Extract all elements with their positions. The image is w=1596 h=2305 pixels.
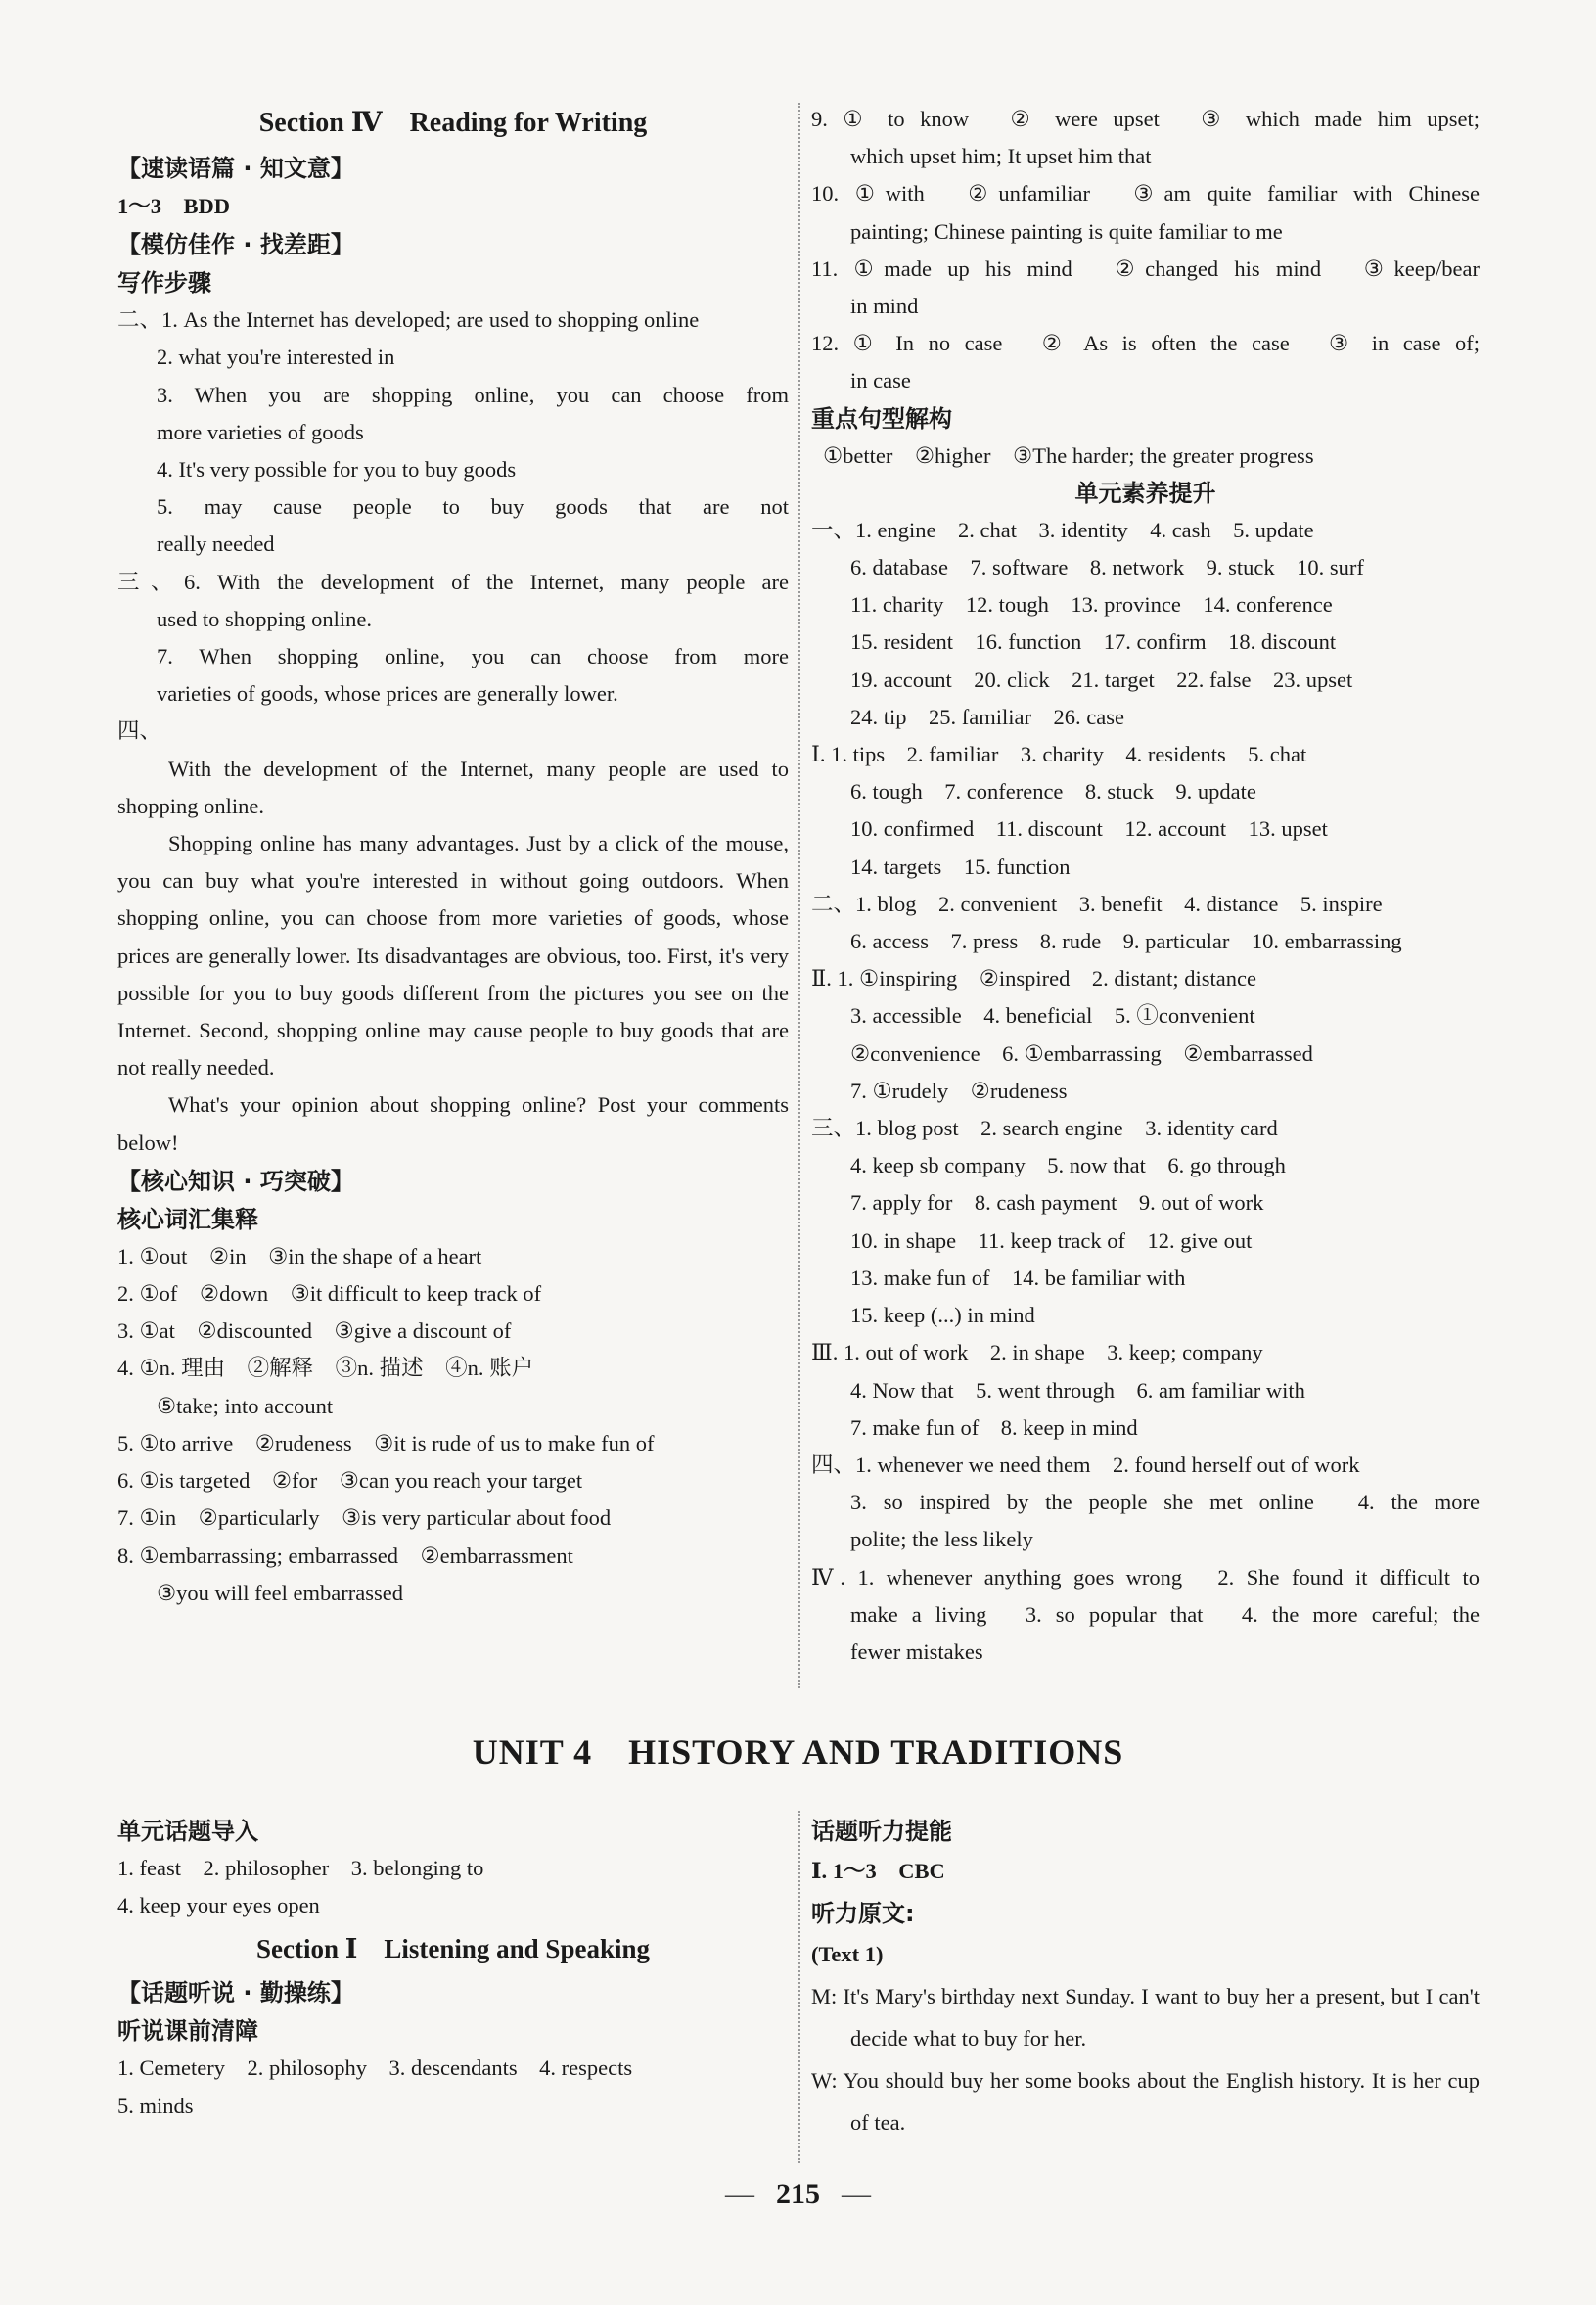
right-column	[811, 101, 1480, 1671]
vocab-line: 7. ①in ②particularly ③is very particular about food	[117, 1505, 612, 1531]
answer-line: 3. so inspired by the people she met online 4. the more	[850, 1490, 1480, 1515]
answer-line: 13. make fun of 14. be familiar with	[850, 1265, 1186, 1290]
sentence-label: 重点句型解构	[811, 404, 952, 433]
answer-line: in case	[850, 368, 911, 393]
page-dash: —	[842, 2178, 871, 2210]
vocab-line: 1. ①out ②in ③in the shape of a heart	[117, 1243, 482, 1268]
speed-read-answer: 1～3 BDD	[117, 194, 231, 218]
text-label: (Text 1)	[811, 1942, 884, 1966]
topic-intro-label: 单元话题导入	[117, 1818, 258, 1845]
answer-line: 3. accessible 4. beneficial 5. ①convenient	[850, 1003, 1255, 1029]
answer-line: 11. ①made up his mind ②changed his mind ③keep/bear	[811, 255, 1480, 281]
answer-line: 6. access 7. press 8. rude 9. particular 10. embarrassing	[850, 929, 1402, 954]
answer-line: 7. make fun of 8. keep in mind	[850, 1414, 1138, 1440]
preclear-label: 听说课前清障	[117, 2017, 258, 2046]
writing-step-line: 三、6. With the development of the Internet, many people are	[117, 569, 789, 594]
answer-line: 19. account 20. click 21. target 22. false 23. upset	[850, 667, 1353, 692]
answer-line: 11. charity 12. tough 13. province 14. conference	[850, 592, 1333, 618]
preclear-line: 1. Cemetery 2. philosophy 3. descendants 4. respects	[117, 2055, 633, 2081]
topic-line: 4. keep your eyes open	[117, 1893, 320, 1918]
preclear-line: 5. minds	[117, 2093, 194, 2118]
answer-line: 四、1. whenever we need them 2. found herself out of work	[811, 1452, 1360, 1477]
answer-line: 9. ① to know ② were upset ③ which made him upset;	[811, 107, 1480, 131]
writing-step-line: 四、	[117, 718, 162, 744]
essay-paragraph: What's your opinion about shopping online? Post your comments below!	[117, 1092, 789, 1155]
answer-line: Ⅰ. 1. tips 2. familiar 3. charity 4. residents 5. chat	[811, 742, 1307, 767]
speed-read-label: 【速读语篇 · 知文意】	[117, 155, 354, 182]
answer-line: 6. database 7. software 8. network 9. stuck 10. surf	[850, 555, 1364, 580]
column-divider	[798, 103, 800, 1688]
vocab-line: 2. ①of ②down ③it difficult to keep track of	[117, 1281, 542, 1307]
answer-line: 10. ①with ②unfamiliar ③am quite familiar with Chinese	[811, 181, 1480, 207]
answer-line: 15. keep (...) in mind	[850, 1303, 1035, 1328]
core-knowledge-label: 【核心知识 · 巧突破】	[117, 1167, 354, 1195]
writing-step-line: 4. It's very possible for you to buy goods	[157, 457, 517, 483]
writing-step-line: 3. When you are shopping online, you can choose from	[157, 382, 789, 407]
column-divider	[798, 1811, 800, 2163]
vocab-line: 6. ①is targeted ②for ③can you reach your target	[117, 1468, 583, 1494]
unit-improve-label: 单元素养提升	[1074, 479, 1216, 507]
sentence-answer: ①better ②higher ③The harder; the greater progress	[823, 442, 1314, 468]
answer-line: 15. resident 16. function 17. confirm 18. discount	[850, 629, 1337, 655]
writing-step-line: varieties of goods, whose prices are generally lower.	[157, 681, 618, 707]
writing-step-line: 7. When shopping online, you can choose from more	[157, 644, 789, 669]
writing-step-line: more varieties of goods	[157, 419, 364, 444]
dialog-line: M: It's Mary's birthday next Sunday. I want to buy her a present, but I can't decide what to buy for her.	[811, 1984, 1480, 2051]
page-dash: —	[725, 2178, 754, 2210]
writing-step-line: used to shopping online.	[157, 606, 372, 631]
listening-label: 话题听力提能	[811, 1818, 952, 1845]
vocab-label: 核心词汇集释	[117, 1205, 258, 1233]
practice-label: 【话题听说 · 勤操练】	[117, 1979, 354, 2007]
dialog-line: W: You should buy her some books about the English history. It is her cup of tea.	[811, 2068, 1480, 2135]
writing-step-line: 2. what you're interested in	[157, 345, 395, 370]
answer-line: 7. ①rudely ②rudeness	[850, 1078, 1068, 1103]
answer-line: 24. tip 25. familiar 26. case	[850, 704, 1124, 729]
answer-line: 三、1. blog post 2. search engine 3. identity card	[811, 1116, 1278, 1141]
page-number: 215	[776, 2178, 820, 2210]
vocab-line: ⑤take; into account	[157, 1393, 334, 1418]
section-title: Section Ⅰ Listening and Speaking	[256, 1934, 650, 1964]
answer-line: 二、1. blog 2. convenient 3. benefit 4. distance 5. inspire	[811, 891, 1383, 916]
left-column	[117, 98, 789, 1612]
answer-line: 7. apply for 8. cash payment 9. out of work	[850, 1190, 1264, 1216]
left-bottom-column	[117, 1813, 789, 2125]
answer-line: 14. targets 15. function	[850, 853, 1071, 879]
listening-answer: Ⅰ. 1～3 CBC	[811, 1859, 945, 1883]
topic-line: 1. feast 2. philosopher 3. belonging to	[117, 1856, 484, 1880]
vocab-line: 4. ①n. 理由 ②解释 ③n. 描述 ④n. 账户	[117, 1356, 534, 1381]
essay-paragraph: Shopping online has many advantages. Just by a click of the mouse, you can buy what you're interested in without going outdoors. When shopping online, you can choose from more varieties of goods, whose prices are generally lower. Its disadvantages are obvious, too. First, it's very possible for you to buy goods different from the pictures you see on the Internet. Second, shopping online may cause people to buy goods that are not really needed.	[117, 831, 789, 1081]
answer-line: 10. in shape 11. keep track of 12. give out	[850, 1227, 1253, 1253]
answer-line: 6. tough 7. conference 8. stuck 9. update	[850, 779, 1256, 805]
writing-step-line: 二、1. As the Internet has developed; are used to shopping online	[117, 307, 700, 333]
answer-line: fewer mistakes	[850, 1638, 983, 1664]
essay-paragraph: With the development of the Internet, many people are used to shopping online.	[117, 756, 789, 818]
answer-line: which upset him; It upset him that	[850, 144, 1152, 169]
writing-step-line: 5. may cause people to buy goods that are not	[157, 494, 789, 520]
vocab-line: ③you will feel embarrassed	[157, 1580, 403, 1605]
answer-line: in mind	[850, 294, 919, 319]
answer-line: 4. Now that 5. went through 6. am familiar with	[850, 1377, 1305, 1403]
page-number-footer	[0, 2178, 1596, 2211]
imitate-label: 【模仿佳作 · 找差距】	[117, 231, 354, 259]
answer-line: Ⅲ. 1. out of work 2. in shape 3. keep; company	[811, 1340, 1263, 1365]
script-label: 听力原文:	[811, 1900, 915, 1927]
writing-step-line: really needed	[157, 531, 275, 557]
answer-line: Ⅳ. 1. whenever anything goes wrong 2. She found it difficult to	[811, 1564, 1480, 1590]
answer-line: 一、1. engine 2. chat 3. identity 4. cash 5. update	[811, 517, 1314, 542]
answer-line: 10. confirmed 11. discount 12. account 13. upset	[850, 816, 1328, 842]
unit-title: UNIT 4 HISTORY AND TRADITIONS	[472, 1732, 1124, 1772]
answer-line: make a living 3. so popular that 4. the more careful; the	[850, 1601, 1480, 1627]
section-title: Section Ⅳ Reading for Writing	[258, 108, 648, 138]
vocab-line: 8. ①embarrassing; embarrassed ②embarrassment	[117, 1543, 573, 1568]
right-bottom-column	[811, 1813, 1480, 2144]
vocab-line: 5. ①to arrive ②rudeness ③it is rude of us to make fun of	[117, 1430, 655, 1455]
answer-line: 12. ① In no case ② As is often the case ③ in case of;	[811, 331, 1480, 356]
answer-line: Ⅱ. 1. ①inspiring ②inspired 2. distant; distance	[811, 966, 1256, 991]
answer-line: 4. keep sb company 5. now that 6. go through	[850, 1153, 1286, 1178]
writing-steps-label: 写作步骤	[117, 269, 211, 298]
answer-line: ②convenience 6. ①embarrassing ②embarrassed	[850, 1040, 1313, 1066]
vocab-line: 3. ①at ②discounted ③give a discount of	[117, 1318, 512, 1344]
answer-line: polite; the less likely	[850, 1527, 1033, 1552]
answer-line: painting; Chinese painting is quite familiar to me	[850, 218, 1283, 244]
